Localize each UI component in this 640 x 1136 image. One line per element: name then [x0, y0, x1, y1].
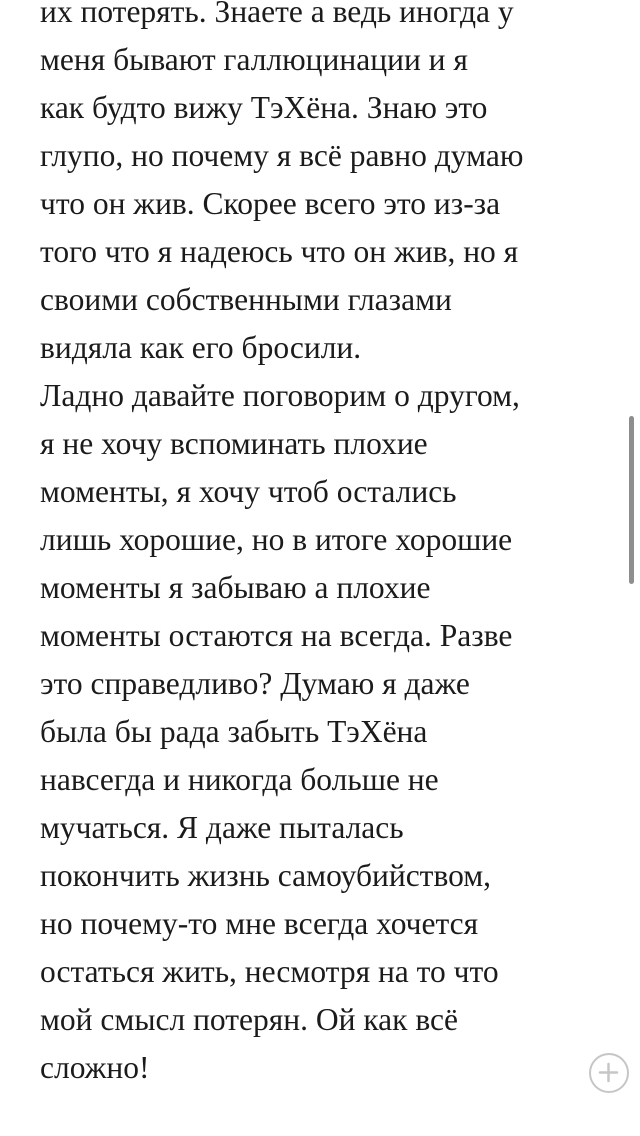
text-line: покончить жизнь самоубийством, [40, 858, 492, 893]
plus-circle-icon [591, 1055, 626, 1090]
text-line: видяла как его бросили. [40, 330, 362, 365]
text-line: сложно! [40, 1050, 150, 1085]
text-line: как будто вижу ТэХёна. Знаю это [40, 90, 488, 125]
scrollbar-thumb[interactable] [629, 416, 634, 584]
text-line: навсегда и никогда больше не [40, 762, 439, 797]
text-line: я не хочу вспоминать плохие [40, 426, 428, 461]
text-line: но почему-то мне всегда хочется [40, 906, 479, 941]
text-line: того что я надеюсь что он жив, но я [40, 234, 519, 269]
text-line: моменты я забываю а плохие [40, 570, 431, 605]
text-line: Ладно давайте поговорим о другом, [40, 378, 520, 413]
add-button[interactable] [589, 1053, 629, 1093]
text-line: мучаться. Я даже пыталась [40, 810, 404, 845]
text-line: мой смысл потерян. Ой как всё [40, 1002, 458, 1037]
article-text [40, 0, 600, 1092]
text-line: моменты, я хочу чтоб остались [40, 474, 457, 509]
text-line: меня бывают галлюцинации и я [40, 42, 468, 77]
text-line: что он жив. Скорее всего это из-за [40, 186, 501, 221]
text-line: глупо, но почему я всё равно думаю [40, 138, 524, 173]
text-line: остаться жить, несмотря на то что [40, 954, 499, 989]
text-line: это справедливо? Думаю я даже [40, 666, 470, 701]
text-line: моменты остаются на всегда. Разве [40, 618, 513, 653]
text-line: была бы рада забыть ТэХёна [40, 714, 428, 749]
text-line: лишь хорошие, но в итоге хорошие [40, 522, 513, 557]
text-line: своими собственными глазами [40, 282, 452, 317]
text-line: их потерять. Знаете а ведь иногда у [40, 0, 514, 29]
